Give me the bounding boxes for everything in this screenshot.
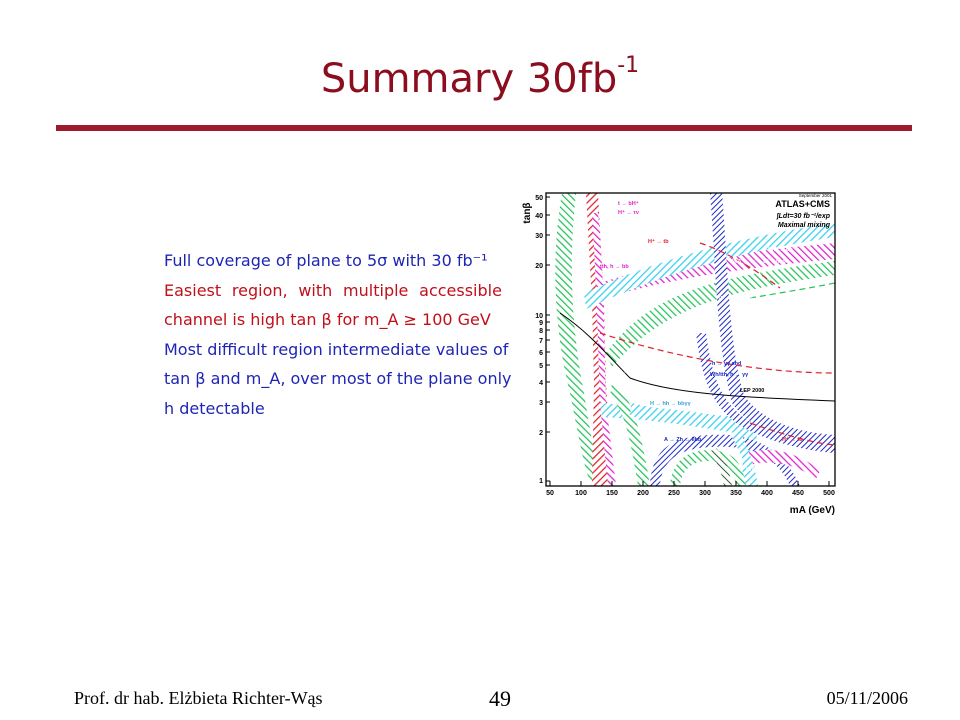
x-tick-label: 400 (761, 490, 773, 497)
x-axis-label: mA (GeV) (789, 505, 835, 516)
label-t-bh: t → bH⁺ (618, 201, 639, 207)
x-tick-label: 200 (637, 490, 649, 497)
label-four-leptons: → 4 leptons (622, 369, 654, 375)
y-tick-label: 8 (539, 328, 543, 335)
bullet-line-2-word: multiple (343, 280, 409, 300)
slide-title-main: Summary 30fb (320, 56, 618, 102)
bullet-line-6-text: h detectable (164, 398, 265, 418)
bullet-line-5-text: tan β and m_A, over most of the plane only (164, 369, 512, 388)
label-hplus-tb: H⁺ → tb (782, 437, 803, 443)
x-tick-label: 100 (575, 490, 587, 497)
bullet-line-2-word: with (298, 280, 333, 300)
summary-text (164, 246, 512, 423)
label-tth-hbb: tth, h → bb (600, 264, 629, 270)
x-tick-label: 150 (606, 490, 618, 497)
bullet-line-2 (164, 276, 502, 306)
y-axis-label: tanβ (522, 202, 533, 224)
label-tautau-had: ττ → had had (718, 295, 753, 301)
bullet-line-6 (164, 394, 502, 424)
label-h-gg: h → γγ and (712, 361, 742, 367)
page-number: 49 (489, 686, 511, 711)
y-tick-labels (535, 195, 543, 485)
y-tick-label: 9 (539, 320, 543, 327)
label-ha-tt: H/A → tt (746, 467, 768, 473)
bullet-line-4-text: Most difficult region intermediate values of (164, 339, 509, 359)
bullet-line-1 (164, 246, 502, 276)
x-tick-label: 300 (699, 490, 711, 497)
x-tick-label: 50 (546, 490, 554, 497)
x-tick-label: 350 (730, 490, 742, 497)
y-tick-label: 50 (535, 195, 543, 202)
plot-header (775, 193, 832, 229)
label-a-zh: A → Zh → llbb (664, 437, 702, 443)
slide-title-superscript: -1 (617, 52, 640, 78)
y-tick-label: 10 (535, 313, 543, 320)
x-tick-labels (546, 490, 835, 497)
y-tick-label: 40 (535, 213, 543, 220)
plot-mixing: Maximal mixing (777, 222, 830, 229)
plot-date: September 2001 (798, 193, 832, 198)
label-h-tb: H⁺ → tb (648, 239, 669, 245)
y-tick-label: 2 (539, 430, 543, 437)
bullet-line-5 (164, 364, 512, 394)
label-h-zz: H → ZZ⁽*⁾ (616, 359, 641, 365)
x-tick-label: 450 (792, 490, 804, 497)
label-wh-tth: Wh/tth, h → γγ (710, 372, 749, 378)
footer-date: 05/11/2006 (826, 688, 908, 708)
band-green-bottom-arch (670, 450, 746, 486)
label-lep: LEP 2000 (740, 388, 765, 394)
y-tick-label: 3 (539, 400, 543, 407)
label-h-hh: H → hh → bbγγ (650, 401, 691, 407)
y-tick-label: 5 (539, 363, 543, 370)
label-gb-htaunu: gb → tH⁺, H⁺ → τν (608, 297, 656, 303)
y-tick-label: 7 (539, 338, 543, 345)
y-tick-label: 4 (539, 380, 543, 387)
bullet-line-3 (164, 305, 502, 335)
label-ha-tautau: H/A → ττ → ℓℓ, ℓ had (732, 259, 786, 265)
plot-experiments: ATLAS+CMS (775, 199, 830, 209)
bullet-line-1-text: Full coverage of plane to 5σ with 30 fb⁻¹ (164, 251, 488, 270)
y-tick-label: 30 (535, 233, 543, 240)
bullet-line-3-text: channel is high tan β for m_A ≥ 100 GeV (164, 310, 491, 329)
bullet-line-4 (164, 335, 509, 365)
bullet-line-2-word: Easiest (164, 280, 222, 300)
y-tick-label: 1 (539, 478, 543, 485)
label-h-taunu: H⁺ → τν (618, 210, 639, 216)
plot-luminosity: ∫Ldt=30 fb⁻¹/exp (776, 213, 830, 220)
title-divider (56, 125, 912, 131)
slide-title (0, 52, 960, 102)
bullet-line-2-word: accessible (419, 280, 502, 300)
x-tick-label: 250 (668, 490, 680, 497)
footer-author: Prof. dr hab. Elżbieta Richter-Wąs (74, 688, 323, 708)
bullet-line-2-word: region, (231, 280, 288, 300)
label-ha-mumu: H/A → μμ (768, 247, 793, 253)
discovery-plot (500, 183, 850, 523)
y-tick-label: 6 (539, 350, 543, 357)
y-tick-label: 20 (535, 263, 543, 270)
x-tick-label: 500 (823, 490, 835, 497)
band-green-bottom (610, 383, 650, 486)
